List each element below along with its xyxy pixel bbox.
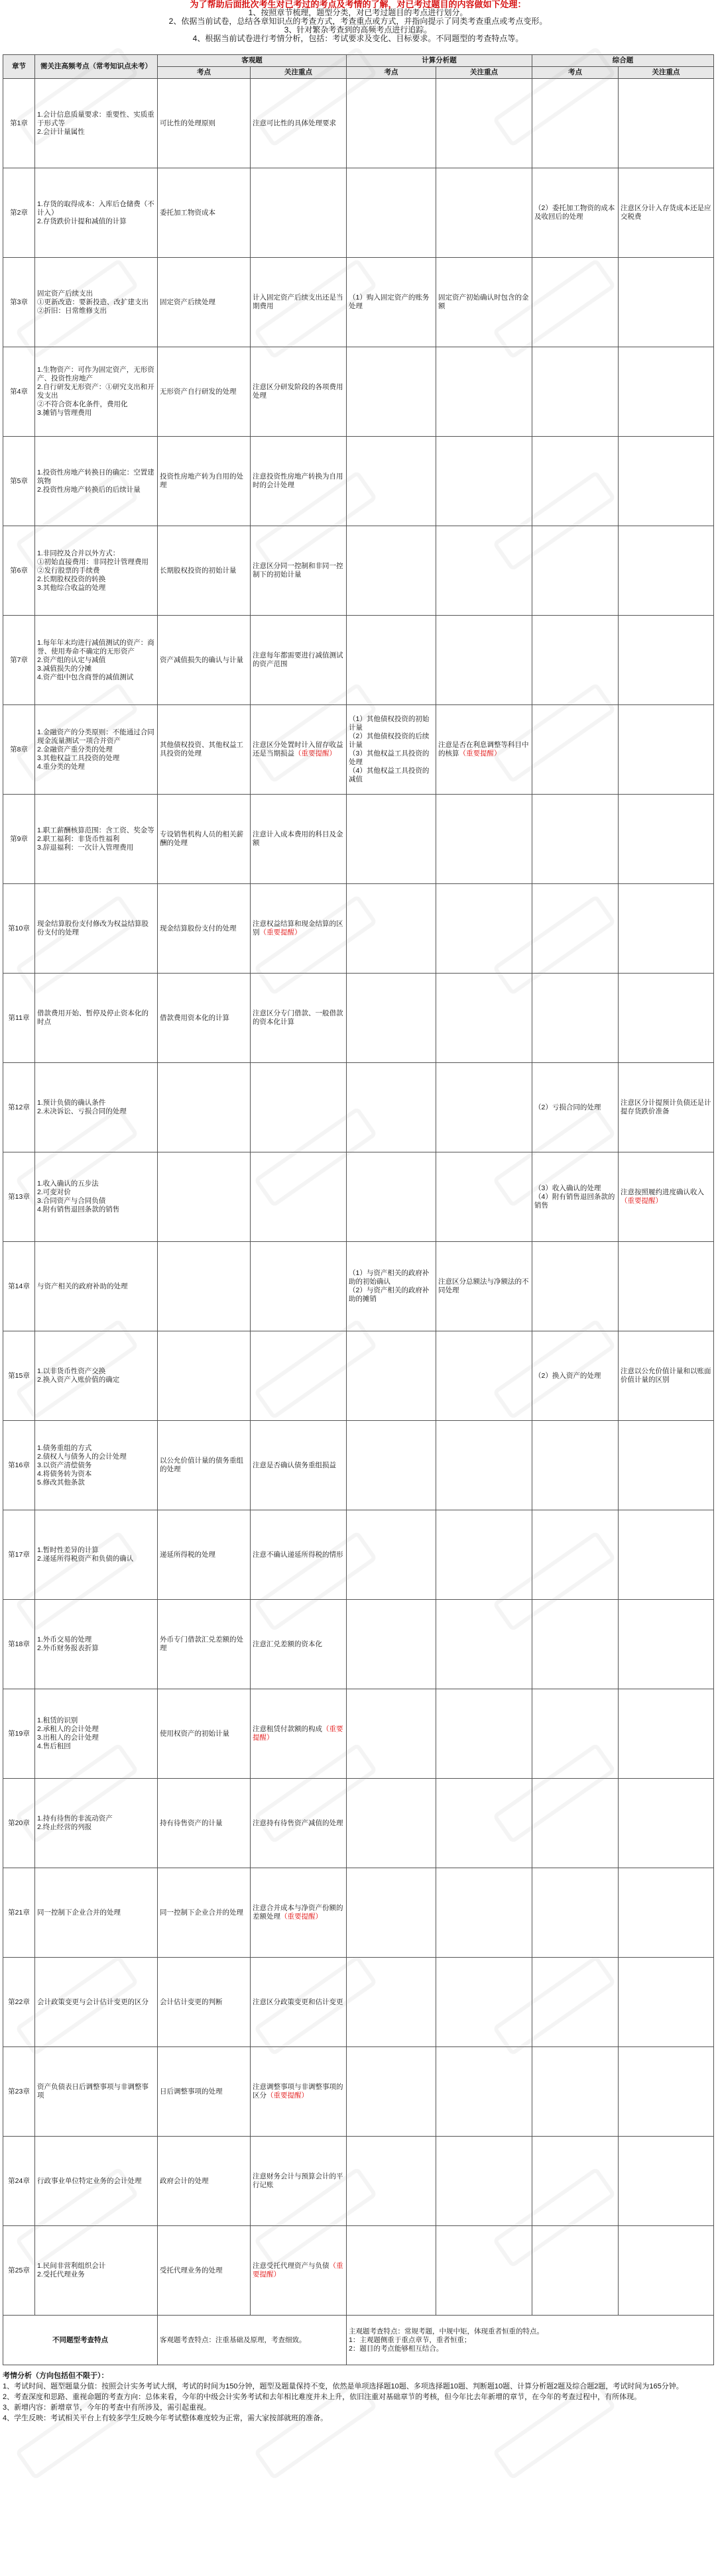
cell-c2 [436,1958,532,2047]
cell-c2: 注意区分总额法与净额法的不同处理 [436,1242,532,1331]
cell-o1: 外币专门借款汇兑差额的处理 [158,1600,251,1689]
header-obj-point: 考点 [158,67,251,79]
intro-block [0,0,716,54]
cell-m1 [532,258,619,347]
cell-m2: 注意按照履约进度确认收入（重要提醒） [619,1152,714,1242]
cell-o2 [251,1152,347,1242]
cell-c1 [347,974,436,1063]
cell-ch: 第8章 [3,705,35,795]
cell-o1: 其他债权投资、其他权益工具投资的处理 [158,705,251,795]
cell-c1: （1）购入固定资产的账务处理 [347,258,436,347]
cell-c2 [436,168,532,258]
footer-analysis [3,2371,712,2424]
table-row [3,884,714,974]
cell-m1: （3）收入确认的处理 （4）附有销售退回条款的销售 [532,1152,619,1242]
cell-m2 [619,1510,714,1600]
cell-c1 [347,1331,436,1421]
cell-m2 [619,974,714,1063]
table-row [3,2047,714,2137]
cell-m2 [619,258,714,347]
cell-c2 [436,2047,532,2137]
cell-ch: 第24章 [3,2137,35,2226]
cell-m2 [619,1779,714,1868]
cell-m1 [532,884,619,974]
cell-o1: 无形资产自行研发的处理 [158,347,251,437]
table-row [3,1600,714,1689]
cell-m2 [619,884,714,974]
cell-c1 [347,1600,436,1689]
cell-o1: 日后调整事项的处理 [158,2047,251,2137]
cell-c2 [436,437,532,526]
cell-c1 [347,347,436,437]
cell-ch: 第12章 [3,1063,35,1152]
cell-ch: 第5章 [3,437,35,526]
table-row [3,2137,714,2226]
cell-o2: 注意调整事项与非调整事项的区分（重要提醒） [251,2047,347,2137]
header-comp-focus: 关注重点 [619,67,714,79]
cell-ch: 第17章 [3,1510,35,1600]
table-row [3,1421,714,1510]
intro-headline: 为了帮助后面批次考生对已考过的考点及考情的了解，对已考过题目的内容做如下处理： [190,0,526,9]
cell-ch: 第15章 [3,1331,35,1421]
table-row [3,437,714,526]
cell-o1: 以公允价值计量的债务重组的处理 [158,1421,251,1510]
exam-analysis-table [3,54,714,2365]
cell-o2: 注意区分研发阶段的各项费用处理 [251,347,347,437]
cell-m2 [619,1421,714,1510]
cell-c2 [436,1510,532,1600]
cell-o2: 注意汇兑差额的资本化 [251,1600,347,1689]
cell-ch: 第3章 [3,258,35,347]
cell-o2: 注意是否确认债务重组损益 [251,1421,347,1510]
cell-o2: 注意区分专门借款、一般借款的资本化计算 [251,974,347,1063]
cell-o2: 注意合并成本与净资产份额的差额处理（重要提醒） [251,1868,347,1958]
table-row [3,705,714,795]
cell-o1: 委托加工物资成本 [158,168,251,258]
cell-m1 [532,526,619,616]
cell-m2 [619,795,714,884]
cell-c1 [347,1421,436,1510]
cell-hf: 1.非同控及合并以外方式： ①初始直接费用：非同控计管理费用 ②发行股票的手续费 2.长期股权投资的转换 3.其他综合收益的处理 [35,526,158,616]
cell-ch: 第16章 [3,1421,35,1510]
table-row [3,1510,714,1600]
cell-c2 [436,795,532,884]
cell-m2 [619,1868,714,1958]
cell-o1: 会计估计变更的判断 [158,1958,251,2047]
table-row [3,616,714,705]
cell-hf: 与资产相关的政府补助的处理 [35,1242,158,1331]
cell-c2 [436,1868,532,1958]
summary-calc: 主观题考查特点：常规考题，中规中矩，体现重者恒重的特点。 1：主观题侧重于重点章节，重者恒重； 2：题目的考点能够相互结合。 [347,2316,714,2365]
cell-m2 [619,347,714,437]
cell-o1: 递延所得税的处理 [158,1510,251,1600]
footer-line: 2、考查深度和思路、重视命题的考查方向：总体来看，今年的中级会计实务考试和去年相比难度并未上升，依旧注重对基础章节的考核，但今年比去年新增的章节，在今年的考查过程中，有所体现。 [3,2393,642,2401]
cell-o2: 注意计入成本费用的科目及金额 [251,795,347,884]
cell-o1: 政府会计的处理 [158,2137,251,2226]
cell-c1: （1）其他债权投资的初始计量 （2）其他债权投资的后续计量 （3）其他权益工具投资的处理 （4）其他权益工具投资的减值 [347,705,436,795]
cell-c1 [347,795,436,884]
table-row [3,1152,714,1242]
cell-c2 [436,974,532,1063]
cell-o1: 现金结算股份支付的处理 [158,884,251,974]
cell-c1: （1）与资产相关的政府补助的初始确认 （2）与资产相关的政府补助的摊销 [347,1242,436,1331]
cell-c1 [347,79,436,168]
cell-o2: 计入固定资产后续支出还是当期费用 [251,258,347,347]
cell-hf: 1.外币交易的处理 2.外币财务报表折算 [35,1600,158,1689]
cell-hf: 1.生物资产：可作为固定资产，无形资产、投资性房地产 2.自行研发无形资产：①研究支出和开发支出 ②不符合资本化条件，费用化 3.摊销与管理费用 [35,347,158,437]
cell-m1 [532,1868,619,1958]
cell-c1 [347,168,436,258]
table-row [3,79,714,168]
cell-m2 [619,1689,714,1779]
cell-c2: 注意是否在利息调整等科目中的核算（重要提醒） [436,705,532,795]
cell-ch: 第20章 [3,1779,35,1868]
cell-m1: （2）亏损合同的处理 [532,1063,619,1152]
cell-o2: 注意权益结算和现金结算的区别（重要提醒） [251,884,347,974]
footer-line: 4、学生反映：考试相关平台上有较多学生反映今年考试整体难度较为正常，需大家按部就班的准备。 [3,2414,328,2422]
cell-m2: 注意区分计提预计负债还是计提存货跌价准备 [619,1063,714,1152]
cell-m1: （2）换入资产的处理 [532,1331,619,1421]
header-objective: 客观题 [158,55,347,67]
cell-hf: 1.暂时性差异的计算 2.递延所得税资产和负债的确认 [35,1510,158,1600]
cell-c1 [347,1510,436,1600]
cell-o2: 注意可比性的具体处理要求 [251,79,347,168]
header-obj-focus: 关注重点 [251,67,347,79]
cell-c2 [436,616,532,705]
cell-ch: 第1章 [3,79,35,168]
cell-c2 [436,2226,532,2316]
cell-c2 [436,1600,532,1689]
cell-m1 [532,79,619,168]
cell-m2 [619,2137,714,2226]
cell-c1 [347,884,436,974]
cell-m2 [619,2226,714,2316]
cell-m2 [619,79,714,168]
cell-c1 [347,616,436,705]
intro-line: 4、根据当前试卷进行考情分析，包括：考试要求及变化、目标要求。不同题型的考查特点等。 [192,34,524,43]
cell-c2 [436,526,532,616]
cell-ch: 第13章 [3,1152,35,1242]
cell-c1 [347,1063,436,1152]
table-row [3,795,714,884]
cell-m1 [532,1600,619,1689]
table-row [3,1868,714,1958]
cell-m1 [532,616,619,705]
footer-line: 3、新增内容：新增章节，今年的考查中有所涉及，需引起重视。 [3,2404,211,2412]
cell-o1: 受托代理业务的处理 [158,2226,251,2316]
cell-m1 [532,705,619,795]
cell-hf: 1.预计负债的确认条件 2.未决诉讼、亏损合同的处理 [35,1063,158,1152]
intro-line: 1、按照章节梳理，题型分类，对已考过题目的考点进行划分。 [248,8,468,17]
cell-hf: 1.投资性房地产转换日的确定：空置建筑物 2.投资性房地产转换后的后续计量 [35,437,158,526]
cell-c2 [436,2137,532,2226]
cell-o1: 专设销售机构人员的相关薪酬的处理 [158,795,251,884]
cell-m2 [619,437,714,526]
table-row [3,1779,714,1868]
cell-o1 [158,1152,251,1242]
cell-m1 [532,2137,619,2226]
cell-c1 [347,1152,436,1242]
cell-o1: 持有待售资产的计量 [158,1779,251,1868]
cell-hf: 1.民间非营利组织会计 2.受托代理业务 [35,2226,158,2316]
intro-line: 3、针对繁杂考查到的高频考点进行追踪。 [284,25,432,34]
table-row [3,974,714,1063]
cell-o1: 同一控制下企业合并的处理 [158,1868,251,1958]
cell-m2 [619,1242,714,1331]
cell-m1 [532,1242,619,1331]
cell-hf: 1.以非货币性资产交换 2.换入资产入账价值的确定 [35,1331,158,1421]
intro-line: 2、依据当前试卷，总结各章知识点的考查方式，考查重点或方式，并指向提示了同类考查重点或考点变形。 [168,17,548,26]
cell-m1 [532,795,619,884]
table-row [3,347,714,437]
cell-o2: 注意区分处置时计入留存收益还是当期损益（重要提醒） [251,705,347,795]
cell-ch: 第7章 [3,616,35,705]
cell-c2 [436,1689,532,1779]
table-row [3,2226,714,2316]
cell-c1 [347,1868,436,1958]
table-row [3,526,714,616]
cell-hf: 1.持有待售的非流动资产 2.终止经营的列报 [35,1779,158,1868]
cell-m1: （2）委托加工物资的成本及收回后的处理 [532,168,619,258]
cell-ch: 第2章 [3,168,35,258]
cell-o2 [251,1063,347,1152]
cell-hf: 会计政策变更与会计估计变更的区分 [35,1958,158,2047]
cell-c1 [347,526,436,616]
cell-o2: 注意财务会计与预算会计的平行记账 [251,2137,347,2226]
cell-m2 [619,526,714,616]
cell-ch: 第25章 [3,2226,35,2316]
cell-c2 [436,1421,532,1510]
header-calc-point: 考点 [347,67,436,79]
cell-m1 [532,1958,619,2047]
cell-m1 [532,1779,619,1868]
cell-c2 [436,1063,532,1152]
cell-m2 [619,2047,714,2137]
cell-hf: 1.会计信息质量要求：重要性、实质重于形式等 2.会计计量属性 [35,79,158,168]
table-row [3,1242,714,1331]
cell-m2: 注意区分计入存货成本还是应交税费 [619,168,714,258]
cell-ch: 第4章 [3,347,35,437]
cell-hf: 1.存货的取得成本：入库后仓储费（不计入） 2.存货跌价计提和减值的计算 [35,168,158,258]
cell-ch: 第10章 [3,884,35,974]
cell-o2: 注意租赁付款额的构成（重要提醒） [251,1689,347,1779]
cell-m1 [532,974,619,1063]
cell-c1 [347,437,436,526]
cell-o2 [251,1242,347,1331]
cell-hf: 借款费用开始、暂停及停止资本化的时点 [35,974,158,1063]
cell-c2 [436,884,532,974]
footer-title: 考情分析（方向包括但不限于）： [3,2372,109,2380]
cell-o2: 注意不确认递延所得税的情形 [251,1510,347,1600]
cell-ch: 第21章 [3,1868,35,1958]
cell-o1 [158,1242,251,1331]
cell-m1 [532,347,619,437]
header-chapter: 章节 [3,55,35,79]
cell-ch: 第6章 [3,526,35,616]
cell-o1: 资产减值损失的确认与计量 [158,616,251,705]
cell-o1: 固定资产后续处理 [158,258,251,347]
cell-o1: 使用权资产的初始计量 [158,1689,251,1779]
table-row [3,168,714,258]
cell-c2: 固定资产初始确认时包含的金额 [436,258,532,347]
cell-o2: 注意受托代理资产与负债（重要提醒） [251,2226,347,2316]
table-row [3,1331,714,1421]
cell-c1 [347,1958,436,2047]
header-calc-focus: 关注重点 [436,67,532,79]
cell-m1 [532,1421,619,1510]
cell-m1 [532,437,619,526]
cell-o2 [251,1331,347,1421]
cell-o2 [251,168,347,258]
table-row [3,258,714,347]
cell-ch: 第23章 [3,2047,35,2137]
cell-c2 [436,79,532,168]
cell-o1: 长期股权投资的初始计量 [158,526,251,616]
cell-o2: 注意每年都需要进行减值测试的资产范围 [251,616,347,705]
table-row [3,1689,714,1779]
cell-ch: 第18章 [3,1600,35,1689]
footer-line: 1、考试时间、题型题量分值：按照会计实务考试大纲，考试的时间为150分钟，题型及题量保持不变，依然是单项选择题10题、多项选择题10题、判断题10题、计算分析题2题及综合题2题，考试时间为165分钟。 [3,2382,684,2390]
cell-m1 [532,1689,619,1779]
cell-ch: 第22章 [3,1958,35,2047]
cell-m2 [619,1958,714,2047]
cell-hf: 行政事业单位特定业务的会计处理 [35,2137,158,2226]
cell-m1 [532,1510,619,1600]
cell-hf: 1.金融资产的分类原则：不能通过合同现金流量测试一项合并资产 2.金融资产重分类的处理 3.其他权益工具投资的处理 4.重分类的处理 [35,705,158,795]
cell-o1 [158,1331,251,1421]
cell-c2 [436,1331,532,1421]
header-comp-point: 考点 [532,67,619,79]
cell-m2 [619,705,714,795]
cell-o1: 可比性的处理原则 [158,79,251,168]
cell-m2 [619,616,714,705]
cell-c2 [436,347,532,437]
summary-label: 不同题型考查特点 [3,2316,158,2365]
cell-ch: 第14章 [3,1242,35,1331]
table-row [3,1063,714,1152]
cell-o1 [158,1063,251,1152]
table-row [3,1958,714,2047]
cell-hf: 1.职工薪酬核算范围：含工资、奖金等 2.职工福利：非货币性福利 3.辞退福利：一次计入管理费用 [35,795,158,884]
cell-ch: 第19章 [3,1689,35,1779]
cell-c1 [347,1779,436,1868]
cell-c1 [347,2226,436,2316]
cell-hf: 1.每年年末均进行减值测试的资产：商誉、使用寿命不确定的无形资产 2.资产组的认定与减值 3.减值损失的分摊 4.资产组中包含商誉的减值测试 [35,616,158,705]
cell-c1 [347,1689,436,1779]
header-comprehensive: 综合题 [532,55,714,67]
cell-hf: 资产负债表日后调整事项与非调整事项 [35,2047,158,2137]
cell-m1 [532,2226,619,2316]
cell-ch: 第9章 [3,795,35,884]
cell-hf: 同一控制下企业合并的处理 [35,1868,158,1958]
cell-o2: 注意持有待售资产减值的处理 [251,1779,347,1868]
cell-hf: 1.债务重组的方式 2.债权人与债务人的会计处理 3.以资产清偿债务 4.将债务转为资本 5.修改其他条款 [35,1421,158,1510]
header-high-frequency: 需关注高频考点（常考知识点未考） [35,55,158,79]
cell-ch: 第11章 [3,974,35,1063]
cell-o1: 借款费用资本化的计算 [158,974,251,1063]
header-calc: 计算分析题 [347,55,532,67]
cell-o2: 注意投资性房地产转换为自用时的会计处理 [251,437,347,526]
cell-hf: 1.收入确认的五步法 2.可变对价 3.合同资产与合同负债 4.附有销售退回条款的销售 [35,1152,158,1242]
cell-c2 [436,1152,532,1242]
cell-hf: 固定资产后续支出 ①更新改造：要新投造、改扩建支出 ②折旧：日常维修支出 [35,258,158,347]
cell-c1 [347,2047,436,2137]
cell-m1 [532,2047,619,2137]
cell-o2: 注意区分同一控制和非同一控制下的初始计量 [251,526,347,616]
cell-c1 [347,2137,436,2226]
cell-o1: 投资性房地产转为自用的处理 [158,437,251,526]
cell-m2 [619,1600,714,1689]
cell-hf: 1.租赁的识别 2.承租人的会计处理 3.出租人的会计处理 4.售后租回 [35,1689,158,1779]
summary-objective: 客观题考查特点：注重基础及原理，考查细致。 [158,2316,347,2365]
cell-m2: 注意以公允价值计量和以账面价值计量的区别 [619,1331,714,1421]
cell-hf: 现金结算股份支付修改为权益结算股份支付的处理 [35,884,158,974]
cell-o2: 注意区分政策变更和估计变更 [251,1958,347,2047]
cell-c2 [436,1779,532,1868]
